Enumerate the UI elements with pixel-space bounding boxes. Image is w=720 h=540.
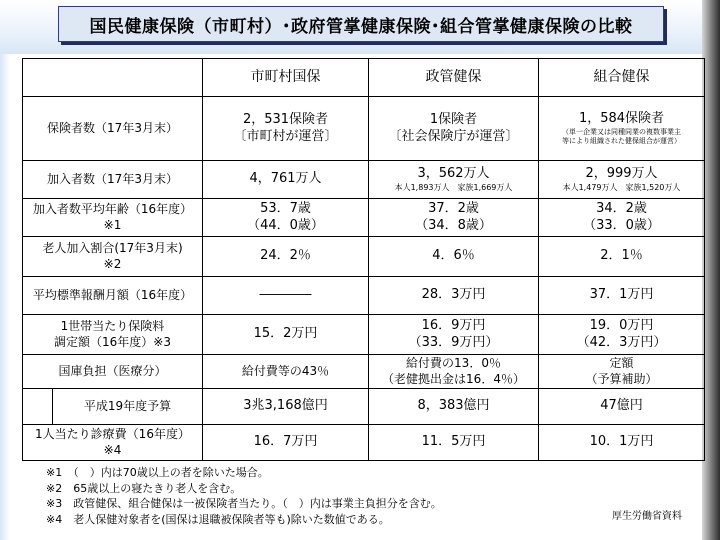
cell-budget-municipal: 3兆3,168億円 <box>203 389 369 425</box>
subsidy-government-note: （老健拠出金は16．4％） <box>382 371 525 386</box>
cell-subsidy-municipal: 給付費等の43％ <box>203 355 369 389</box>
members-union-breakdown: 本人1,479万人 家族1,520万人 <box>562 182 681 192</box>
cell-elderly-union: 2．1％ <box>539 237 705 277</box>
cell-members-municipal: 4，761万人 <box>203 161 369 199</box>
cell-budget-government: 8，383億円 <box>369 389 539 425</box>
premium-union-value: 19．0万円 <box>589 317 654 333</box>
row-label-insurers: 保険者数（17年3月末） <box>23 97 203 161</box>
cell-insurers-government <box>369 97 539 161</box>
cell-elderly-municipal: 24．2％ <box>203 237 369 277</box>
premium-government-value: 16．9万円 <box>421 317 486 333</box>
footnotes <box>46 465 606 527</box>
insurers-government-note: 〔社会保険庁が運営〕 <box>388 128 519 144</box>
subsidy-union-note: （予算補助） <box>585 371 658 386</box>
age-municipal-alt: （44．0歳） <box>247 217 324 233</box>
cell-age-government <box>369 199 539 237</box>
cell-salary-union: 37．1万円 <box>539 277 705 315</box>
cell-salary-municipal: ―――― <box>203 277 369 315</box>
insurers-municipal-count: 2，531保険者 <box>242 111 329 127</box>
page-title: 国民健康保険（市町村）･政府管掌健康保険･組合管掌健康保険の比較 <box>58 6 664 42</box>
row-label-medical-cost <box>23 425 203 461</box>
row-label-subsidy: 国庫負担（医療分） <box>23 355 203 389</box>
budget-indent-cell <box>23 389 53 425</box>
footnote-2: ※2 65歳以上の寝たきり老人を含む。 <box>46 481 242 495</box>
footnote-4: ※4 老人保健対象者を(国保は退職被保険者等も)除いた数値である。 <box>46 512 390 526</box>
age-union-alt: （33．0歳） <box>583 217 660 233</box>
insurers-union-note-1: （単一企業又は同種同業の複数事業主 <box>562 127 681 136</box>
premium-union-alt: （42．3万円） <box>576 334 667 350</box>
insurers-union-count: 1，584保険者 <box>578 110 665 126</box>
cell-medical-municipal: 16．7万円 <box>203 425 369 461</box>
medical-cost-note: ※4 <box>103 442 122 457</box>
premium-government-alt: （33．9万円） <box>408 334 499 350</box>
members-government-breakdown: 本人1,893万人 家族1,669万人 <box>394 182 513 192</box>
premium-label-2: 調定額（16年度）※3 <box>54 334 171 349</box>
age-government-value: 37．2歳 <box>428 200 479 216</box>
cell-age-municipal <box>203 199 369 237</box>
cell-premium-municipal: 15．2万円 <box>203 315 369 355</box>
header-municipal: 市町村国保 <box>203 59 369 97</box>
row-average-age <box>23 199 705 237</box>
elderly-ratio-label: 老人加入割合(17年3月末) <box>42 240 183 255</box>
insurers-municipal-note: 〔市町村が運営〕 <box>233 128 338 144</box>
cell-age-union <box>539 199 705 237</box>
source-credit: 厚生労働省資料 <box>612 511 682 522</box>
footnote-3: ※3 政管健保、組合健保は一被保険者当たり。（ ）内は事業主負担分を含む。 <box>46 497 442 510</box>
cell-medical-government: 11．5万円 <box>369 425 539 461</box>
row-medical-cost <box>23 425 705 461</box>
row-members <box>23 161 705 199</box>
cell-members-government <box>369 161 539 199</box>
cell-salary-government: 28．3万円 <box>369 277 539 315</box>
members-union-total: 2，999万人 <box>585 166 658 182</box>
table-header-row <box>23 59 705 97</box>
premium-label-1: 1世帯当たり保険料 <box>60 318 165 333</box>
row-label-average-salary: 平均標準報酬月額（16年度） <box>23 277 203 315</box>
cell-elderly-government: 4．6％ <box>369 237 539 277</box>
cell-subsidy-union <box>539 355 705 389</box>
average-age-label: 加入者数平均年齢（16年度） <box>32 201 193 216</box>
members-government-total: 3，562万人 <box>417 166 490 182</box>
row-label-members: 加入者数（17年3月末） <box>23 161 203 199</box>
subsidy-government-value: 給付費の13．0％ <box>406 355 501 370</box>
header-corner <box>23 59 203 97</box>
row-subsidy <box>23 355 705 389</box>
cell-insurers-municipal <box>203 97 369 161</box>
header-government: 政管健保 <box>369 59 539 97</box>
row-label-average-age <box>23 199 203 237</box>
cell-members-union <box>539 161 705 199</box>
cell-subsidy-government <box>369 355 539 389</box>
age-government-alt: （34．8歳） <box>415 217 492 233</box>
age-union-value: 34．2歳 <box>596 200 647 216</box>
cell-budget-union: 47億円 <box>539 389 705 425</box>
cell-premium-union <box>539 315 705 355</box>
row-budget <box>23 389 705 425</box>
row-insurers <box>23 97 705 161</box>
footnote-1: ※1 （ ）内は70歳以上の者を除いた場合。 <box>46 466 269 479</box>
average-age-note: ※1 <box>103 217 122 232</box>
age-municipal-value: 53．7歳 <box>260 200 311 216</box>
subsidy-union-value: 定額 <box>609 355 634 370</box>
row-elderly-ratio <box>23 237 705 277</box>
elderly-ratio-note: ※2 <box>103 256 122 271</box>
cell-premium-government <box>369 315 539 355</box>
cell-insurers-union <box>539 97 705 161</box>
insurers-union-note-2: 等により組織された健保組合が運営） <box>562 136 681 145</box>
row-average-salary <box>23 277 705 315</box>
row-label-budget: 平成19年度予算 <box>53 389 203 425</box>
left-band <box>0 54 10 540</box>
insurers-government-count: 1保険者 <box>429 111 478 127</box>
row-premium <box>23 315 705 355</box>
medical-cost-label: 1人当たり診療費（16年度） <box>35 426 190 441</box>
row-label-premium <box>23 315 203 355</box>
cell-medical-union: 10．1万円 <box>539 425 705 461</box>
comparison-table <box>22 58 705 461</box>
row-label-elderly-ratio <box>23 237 203 277</box>
header-union: 組合健保 <box>539 59 705 97</box>
